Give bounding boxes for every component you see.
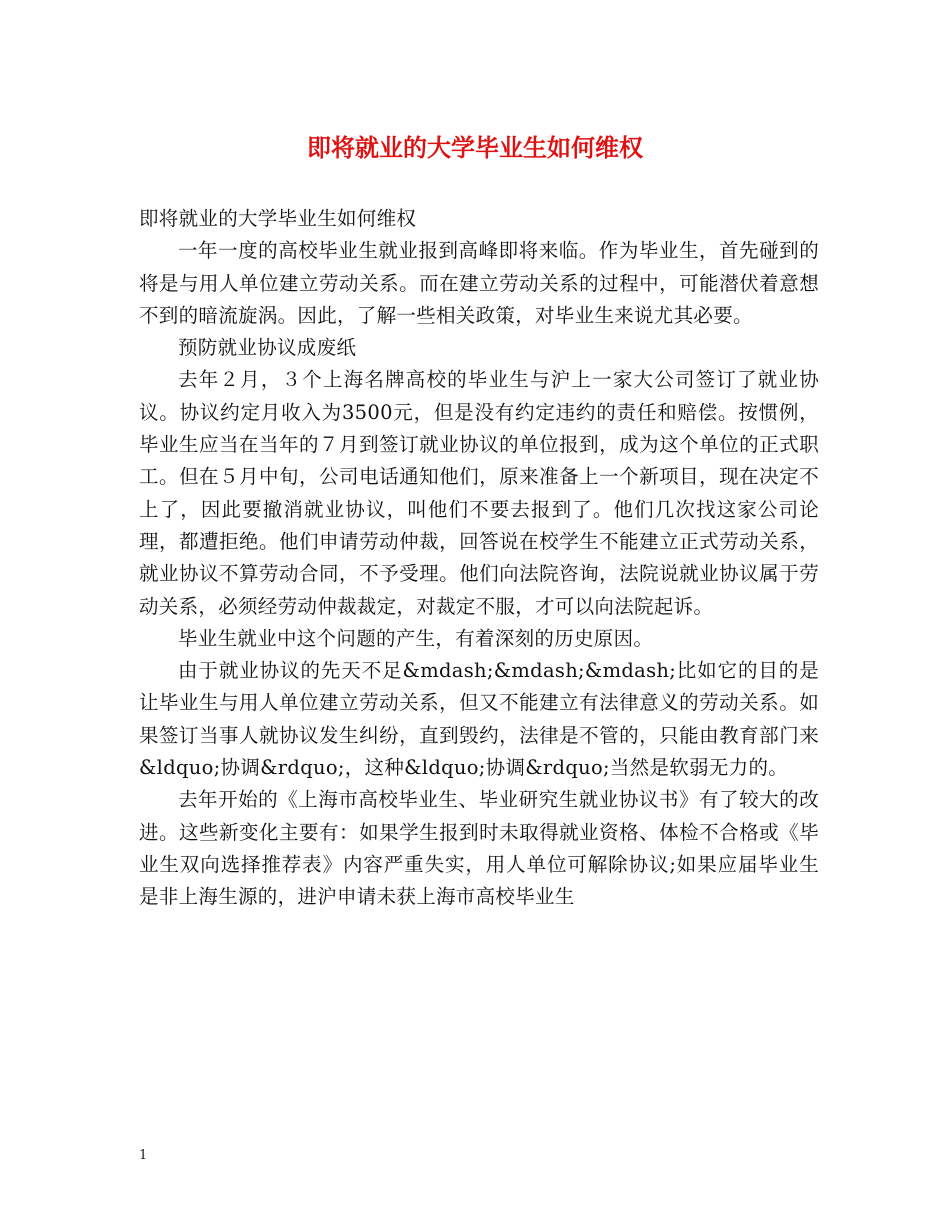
page-number: 1	[139, 1148, 148, 1163]
document-title: 即将就业的大学毕业生如何维权	[307, 134, 643, 162]
body-heading-paragraph: 即将就业的大学毕业生如何维权	[139, 207, 417, 230]
section-heading: 预防就业协议成废纸	[178, 336, 357, 360]
intro-paragraph: 一年一度的高校毕业生就业报到高峰即将来临。作为毕业生，首先碰到的将是与用人单位建立劳动关系。而在建立劳动关系的过程中，可能潜伏着意想不到的暗流旋涡。因此，了解一些相关政策，对毕业生来说尤其必要。	[139, 239, 819, 327]
cause-paragraph: 毕业生就业中这个问题的产生，有着深刻的历史原因。	[178, 626, 654, 650]
improvement-paragraph: 去年开始的《上海市高校毕业生、毕业研究生就业协议书》有了较大的改进。这些新变化主要有：如果学生报到时未取得就业资格、体检不合格或《毕业生双向选择推荐表》内容严重失实，用人单位可解除协议;如果应届毕业生是非上海生源的，进沪申请未获上海市高校毕业生	[139, 788, 819, 909]
case-paragraph: 去年２月，３个上海名牌高校的毕业生与沪上一家大公司签订了就业协议。协议约定月收入为3500元，但是没有约定违约的责任和赔偿。按惯例，毕业生应当在当年的７月到签订就业协议的单位报到，成为这个单位的正式职工。但在５月中旬，公司电话通知他们，原来准备上一个新项目，现在决定不上了，因此要撤消就业协议，叫他们不要去报到了。他们几次找这家公司论理，都遭拒绝。他们申请劳动仲裁，回答说在校学生不能建立正式劳动关系，就业协议不算劳动合同，不予受理。他们向法院咨询，法院说就业协议属于劳动关系，必须经劳动仲裁裁定，对裁定不服，才可以向法院起诉。	[139, 368, 819, 618]
document-body	[139, 203, 819, 914]
analysis-paragraph: 由于就业协议的先天不足&mdash;&mdash;&mdash;比如它的目的是让毕业生与用人单位建立劳动关系，但又不能建立有法律意义的劳动关系。如果签订当事人就协议发生纠纷，直到毁约，法律是不管的，只能由教育部门来&ldquo;协调&rdquo;，这种&ldquo;协调&rdquo;当然是软弱无力的。	[139, 659, 819, 780]
